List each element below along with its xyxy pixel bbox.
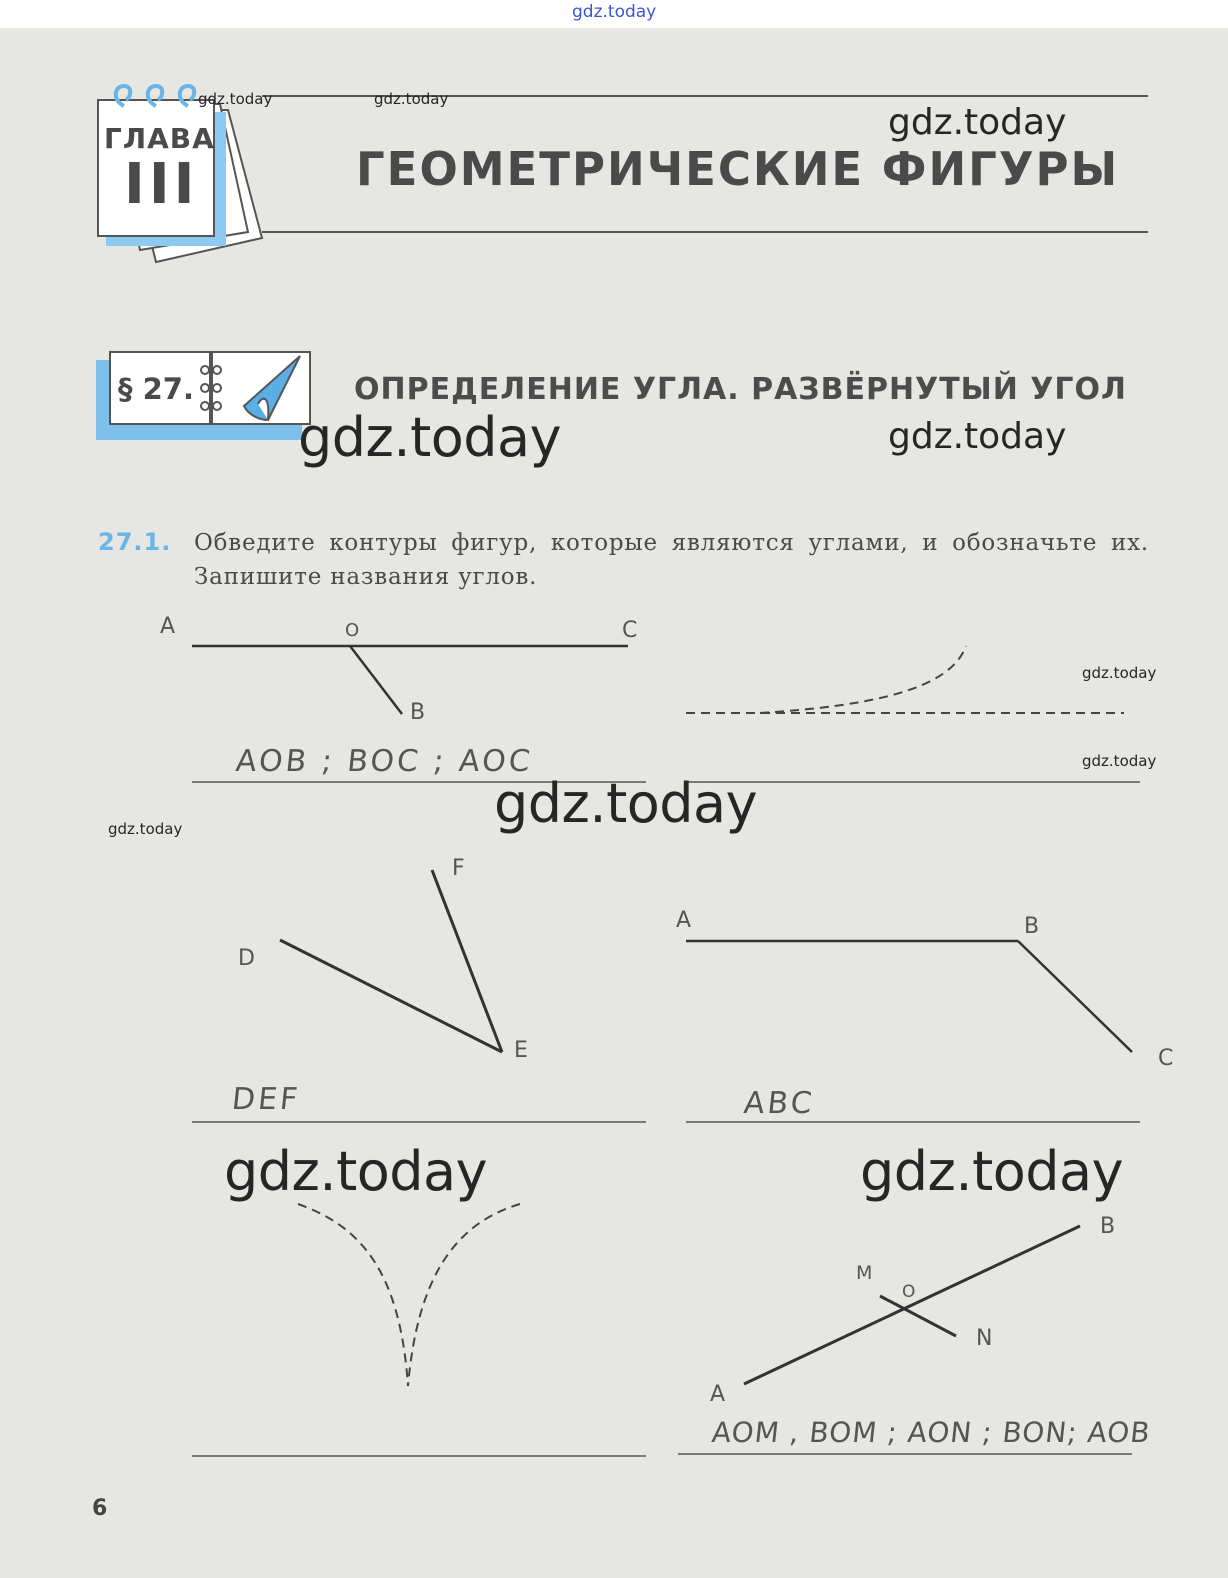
watermark-fig2-b: gdz.today — [1082, 752, 1157, 770]
figure-5-lines — [298, 1204, 520, 1386]
task-text: Обведите контуры фигур, которые являются углами, и обозначьте их. Запишите названия углов. — [194, 530, 1149, 590]
fig6-label-n: N — [976, 1326, 995, 1351]
section-number: § 27. — [118, 372, 194, 406]
fig1-label-o: O — [345, 620, 362, 641]
watermark-badge-1: gdz.today — [198, 90, 273, 108]
fig3-label-d: D — [238, 946, 257, 971]
watermark-header: gdz.today — [888, 102, 1067, 143]
answer-figure-1: AOB ; BOC ; AOC — [234, 744, 535, 779]
fig6-label-a: A — [710, 1382, 728, 1407]
answer-lines — [192, 782, 1140, 1456]
page-number: 6 — [92, 1496, 108, 1521]
fig6-label-m: M — [856, 1262, 875, 1284]
fig4-label-b: B — [1024, 914, 1042, 939]
watermark-top[interactable]: gdz.today — [572, 2, 657, 22]
chapter-label: ГЛАВА — [104, 122, 215, 155]
figure-3-lines — [280, 870, 502, 1052]
watermark-lower-right: gdz.today — [860, 1140, 1124, 1203]
fig4-label-a: A — [676, 908, 694, 933]
fig3-label-e: E — [514, 1038, 530, 1063]
answer-figure-6: AOM , BOM ; AON ; BON; AOB — [710, 1416, 1153, 1449]
figure-2-lines — [686, 646, 1124, 713]
watermark-section: gdz.today — [888, 416, 1067, 457]
fig1-label-a: A — [160, 614, 178, 639]
watermark-section-large: gdz.today — [298, 406, 562, 469]
watermark-lower-left: gdz.today — [224, 1140, 488, 1203]
fig4-label-c: C — [1158, 1046, 1176, 1071]
section-title: ОПРЕДЕЛЕНИЕ УГЛА. РАЗВЁРНУТЫЙ УГОЛ — [354, 372, 1127, 407]
watermark-center: gdz.today — [494, 772, 758, 835]
answer-figure-3: DEF — [230, 1082, 303, 1117]
figure-6-lines — [744, 1226, 1080, 1384]
watermark-fig2-a: gdz.today — [1082, 664, 1157, 682]
task-number: 27.1. — [98, 528, 172, 556]
fig3-label-f: F — [452, 856, 467, 881]
figure-4-lines — [686, 941, 1132, 1052]
chapter-numeral: III — [124, 152, 199, 217]
fig6-label-b: B — [1100, 1214, 1118, 1239]
answer-figure-4: ABC — [742, 1086, 817, 1121]
watermark-left: gdz.today — [108, 820, 183, 838]
fig6-label-o: O — [902, 1282, 918, 1302]
fig1-label-c: C — [622, 618, 640, 643]
fig1-label-b: B — [410, 700, 428, 725]
chapter-title: ГЕОМЕТРИЧЕСКИЕ ФИГУРЫ — [356, 142, 1120, 196]
watermark-badge-2: gdz.today — [374, 90, 449, 108]
